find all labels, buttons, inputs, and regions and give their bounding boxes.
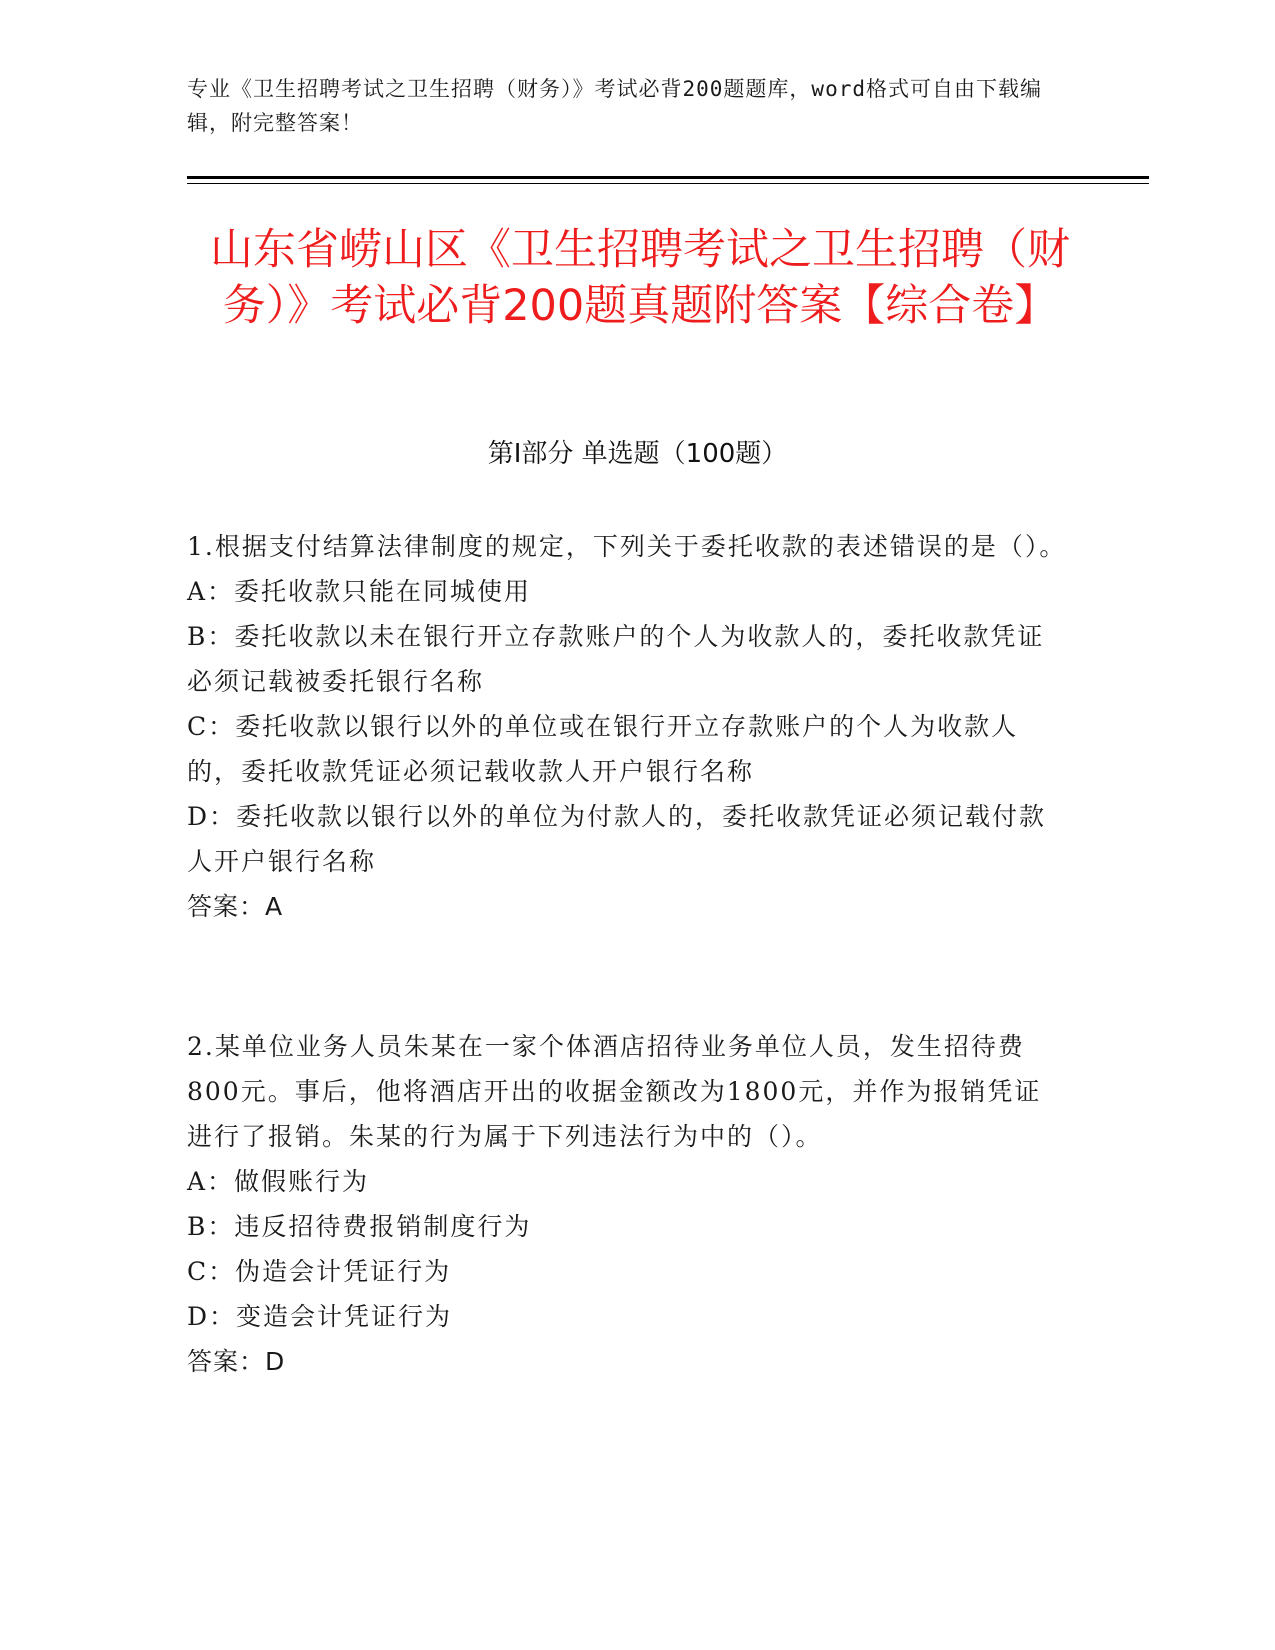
intro-text: 专业《卫生招聘考试之卫生招聘（财务）》考试必背200题题库，word格式可自由下载编辑，附完整答案！ [187,77,1042,135]
question-2-option-b: B：违反招待费报销制度行为 [187,1212,532,1241]
question-1 [187,524,1067,929]
document-title: 山东省崂山区《卫生招聘考试之卫生招聘（财务）》考试必背200题真题附答案【综合卷】 [210,225,1070,331]
question-2-option-d: D：变造会计凭证行为 [187,1302,453,1331]
question-1-option-a: A：委托收款只能在同城使用 [187,577,532,606]
question-2-text: 2.某单位业务人员朱某在一家个体酒店招待业务单位人员，发生招待费800元。事后，他将酒店开出的收据金额改为1800元，并作为报销凭证进行了报销。朱某的行为属于下列违法行为中的（）。 [187,1032,1042,1151]
question-2-option-a: A：做假账行为 [187,1167,370,1196]
header-divider-thin [187,183,1149,184]
question-1-text: 1.根据支付结算法律制度的规定，下列关于委托收款的表述错误的是（）。 [187,532,1067,561]
question-1-option-b: B：委托收款以未在银行开立存款账户的个人为收款人的，委托收款凭证必须记载被委托银行名称 [187,622,1045,696]
section-heading: 第Ⅰ部分 单选题（100题） [487,439,788,469]
question-1-option-c: C：委托收款以银行以外的单位或在银行开立存款账户的个人为收款人的，委托收款凭证必须记载收款人开户银行名称 [187,712,1019,786]
question-1-answer: 答案：A [187,892,284,921]
question-2-answer: 答案：D [187,1347,286,1376]
header-divider-thick [187,176,1149,179]
question-2 [187,1024,1067,1384]
question-2-option-c: C：伪造会计凭证行为 [187,1257,452,1286]
question-1-option-d: D：委托收款以银行以外的单位为付款人的，委托收款凭证必须记载付款人开户银行名称 [187,802,1047,876]
